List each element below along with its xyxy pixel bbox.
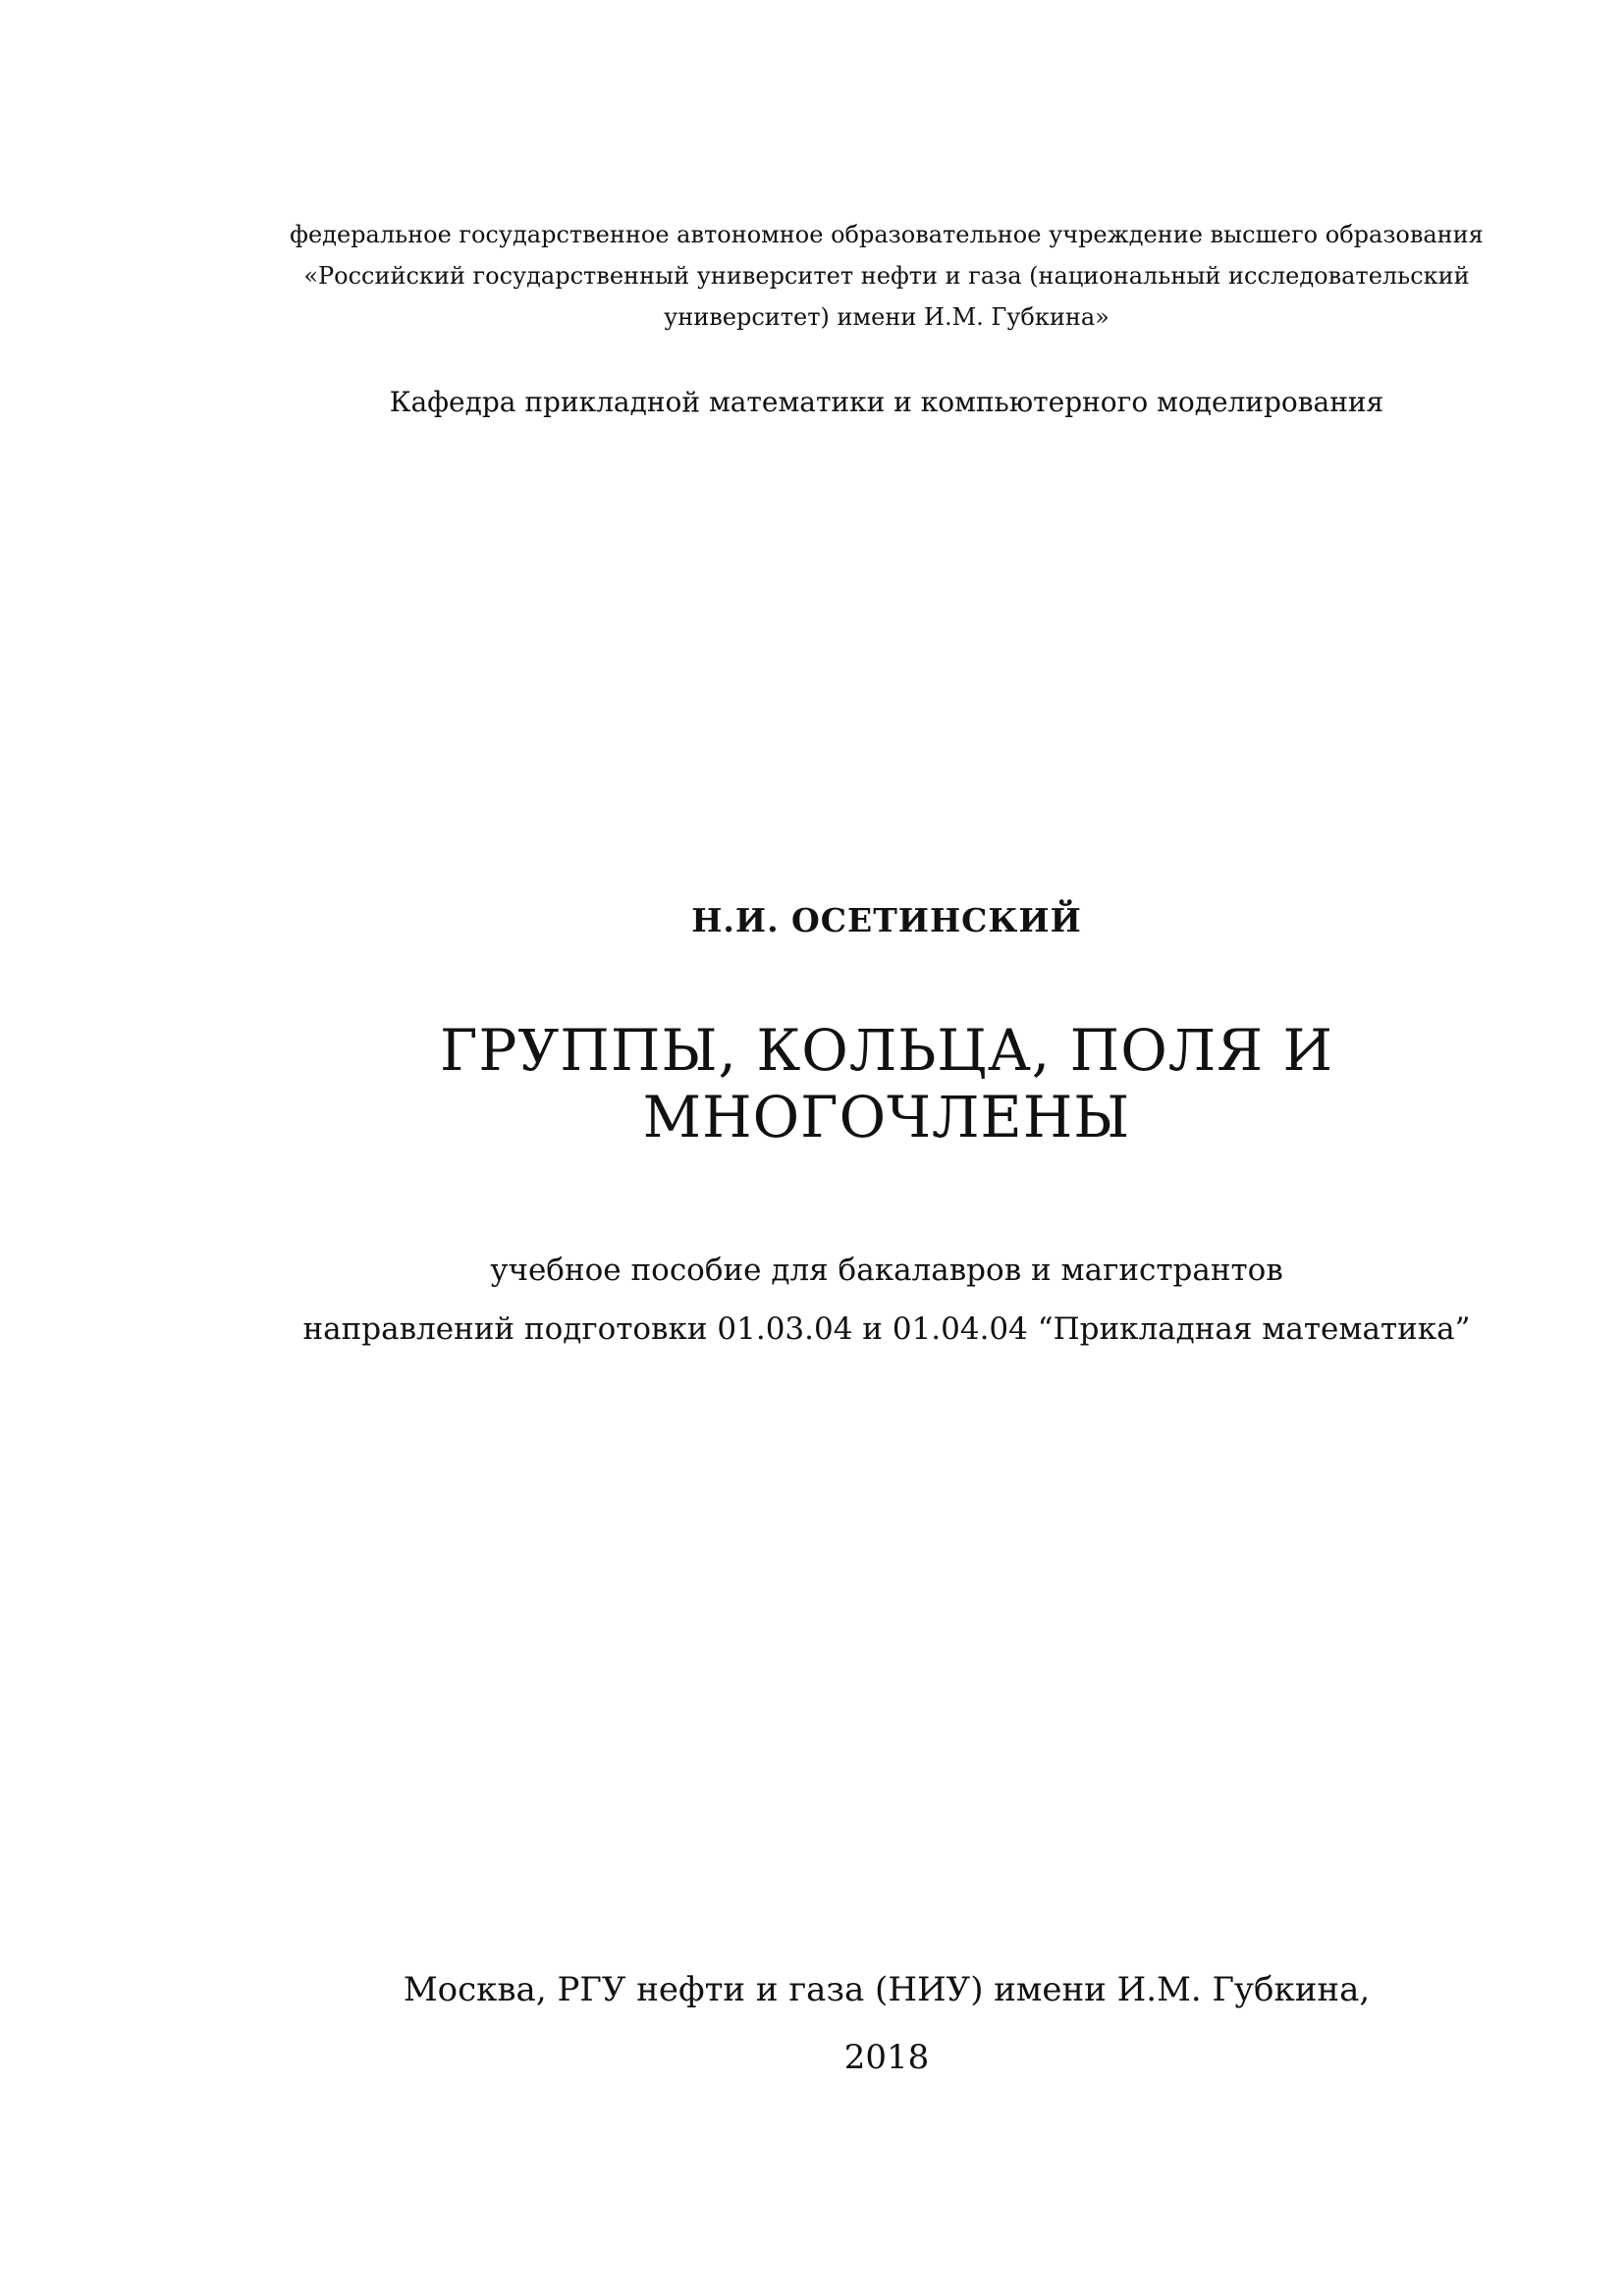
department-name: Кафедра прикладной математики и компьютерного моделирования [389, 386, 1384, 418]
institution-line-1: федеральное государственное автономное образовательное учреждение высшего образования [290, 221, 1484, 248]
institution-line-2: «Российский государственный университет нефти и газа (национальный исследовательский [303, 262, 1470, 290]
book-title-line-2: МНОГОЧЛЕНЫ [642, 1084, 1131, 1150]
subtitle-line-2: направлений подготовки 01.03.04 и 01.04.04 “Прикладная математика” [302, 1311, 1471, 1347]
publication-year: 2018 [843, 2038, 930, 2077]
author-name: Н.И. ОСЕТИНСКИЙ [691, 901, 1082, 939]
institution-line-3: университет) имени И.М. Губкина» [664, 303, 1110, 331]
subtitle-line-1: учебное пособие для бакалавров и магистрантов [490, 1253, 1283, 1288]
publication-place: Москва, РГУ нефти и газа (НИУ) имени И.М. Губкина, [403, 1970, 1371, 2009]
book-title-line-1: ГРУППЫ, КОЛЬЦА, ПОЛЯ И [439, 1017, 1334, 1084]
